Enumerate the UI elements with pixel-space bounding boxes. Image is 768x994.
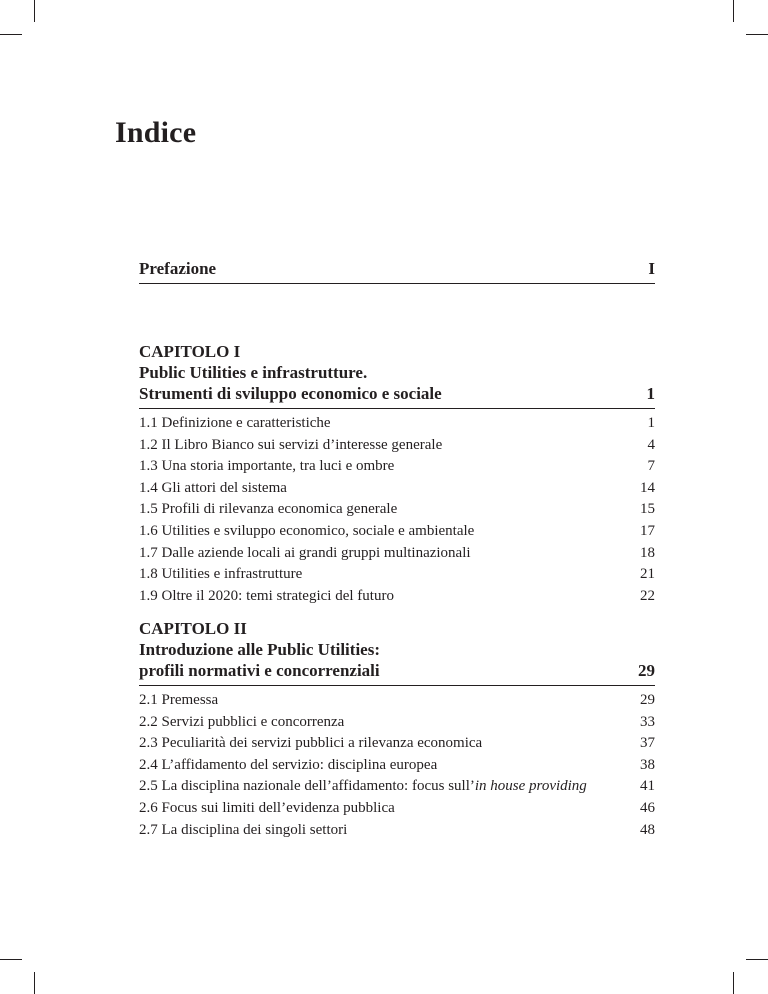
toc-entry-page: 29	[640, 692, 655, 708]
toc-chapter-1	[139, 341, 655, 607]
toc-entry[interactable]	[139, 543, 655, 565]
toc-entry-page: 22	[640, 587, 655, 604]
toc-entry-title: 1.9 Oltre il 2020: temi strategici del futuro	[139, 587, 394, 604]
toc-preface-row[interactable]	[139, 258, 655, 284]
toc-entry-list	[139, 413, 655, 607]
page-title: Indice	[115, 116, 197, 149]
toc-entry-title: 1.8 Utilities e infrastrutture	[139, 566, 303, 583]
toc-entry-page: 21	[640, 566, 655, 583]
toc-entry-title: 2.4 L’affidamento del servizio: disciplina europea	[139, 756, 438, 773]
toc-entry-page: 4	[647, 436, 655, 453]
chapter-page: 1	[646, 384, 655, 403]
toc-entry-title: 2.1 Premessa	[139, 692, 219, 708]
chapter-title-line: Introduzione alle Public Utilities:	[139, 640, 380, 659]
toc-entry-page: 37	[640, 735, 655, 752]
toc-entry-page: 17	[640, 522, 655, 539]
crop-mark	[0, 959, 22, 960]
toc-entry[interactable]	[139, 798, 655, 820]
toc-entry-title: 1.6 Utilities e sviluppo economico, sociale e ambientale	[139, 522, 475, 539]
toc-entry-title: 2.7 La disciplina dei singoli settori	[139, 821, 348, 838]
toc-entry-list	[139, 690, 655, 841]
toc-entry-title: 1.1 Definizione e caratteristiche	[139, 415, 331, 431]
toc-entry-title: 2.3 Peculiarità dei servizi pubblici a rilevanza economica	[139, 735, 483, 752]
toc-entry-title: 1.2 Il Libro Bianco sui servizi d’interesse generale	[139, 436, 443, 453]
toc-preface-page: I	[648, 259, 655, 278]
toc-entry[interactable]	[139, 521, 655, 543]
toc-preface-label: Prefazione	[139, 259, 217, 278]
toc-entry-page: 46	[640, 799, 655, 816]
toc-entry-title: 1.5 Profili di rilevanza economica generale	[139, 501, 398, 518]
toc-entry[interactable]	[139, 820, 655, 842]
toc-entry-title: 2.6 Focus sui limiti dell’evidenza pubblica	[139, 799, 395, 816]
chapter-number: CAPITOLO II	[139, 619, 247, 638]
toc-entry[interactable]	[139, 755, 655, 777]
toc-entry[interactable]	[139, 564, 655, 586]
toc-entry-page: 18	[640, 544, 655, 561]
toc-entry-page: 41	[640, 778, 655, 795]
crop-mark	[0, 34, 22, 35]
toc-entry[interactable]	[139, 499, 655, 521]
toc-entry-title-text: 2.5 La disciplina nazionale dell’affidamento: focus sull’	[139, 778, 475, 795]
toc-entry[interactable]	[139, 478, 655, 500]
chapter-title-line: profili normativi e concorrenziali	[139, 661, 380, 680]
chapter-title-line: Public Utilities e infrastrutture.	[139, 363, 368, 382]
toc-entry-title: 1.3 Una storia importante, tra luci e ombre	[139, 458, 395, 475]
toc-chapter-2-heading[interactable]	[139, 618, 655, 686]
toc-entry-title: 1.4 Gli attori del sistema	[139, 479, 287, 496]
toc-entry[interactable]	[139, 586, 655, 608]
toc-entry-page: 38	[640, 756, 655, 773]
crop-mark	[746, 959, 768, 960]
chapter-title-line: Strumenti di sviluppo economico e sociale	[139, 384, 442, 403]
toc-entry-title: 1.7 Dalle aziende locali ai grandi gruppi multinazionali	[139, 544, 471, 561]
toc-entry-page: 33	[640, 713, 655, 730]
toc-entry[interactable]	[139, 435, 655, 457]
toc-entry[interactable]	[139, 712, 655, 734]
toc-entry-page: 7	[647, 458, 655, 475]
toc-chapter-1-heading[interactable]	[139, 341, 655, 409]
crop-mark	[733, 0, 734, 22]
toc-entry-title	[139, 776, 587, 798]
toc-entry-title-italic: in house providing	[474, 778, 587, 795]
toc-entry-page: 48	[640, 821, 655, 838]
toc-entry[interactable]	[139, 690, 655, 712]
chapter-number: CAPITOLO I	[139, 342, 241, 361]
toc-preface	[139, 258, 655, 284]
toc-entry-title: 2.2 Servizi pubblici e concorrenza	[139, 713, 345, 730]
toc-entry[interactable]	[139, 733, 655, 755]
toc-entry[interactable]	[139, 456, 655, 478]
toc-entry[interactable]	[139, 776, 655, 798]
toc-entry-page: 14	[640, 479, 655, 496]
crop-mark	[34, 972, 35, 994]
crop-mark	[746, 34, 768, 35]
toc-entry-page: 15	[640, 501, 655, 518]
toc-entry[interactable]	[139, 413, 655, 435]
chapter-page: 29	[638, 661, 655, 680]
crop-mark	[34, 0, 35, 22]
toc-chapter-2	[139, 618, 655, 841]
crop-mark	[733, 972, 734, 994]
toc-entry-page: 1	[647, 415, 655, 431]
